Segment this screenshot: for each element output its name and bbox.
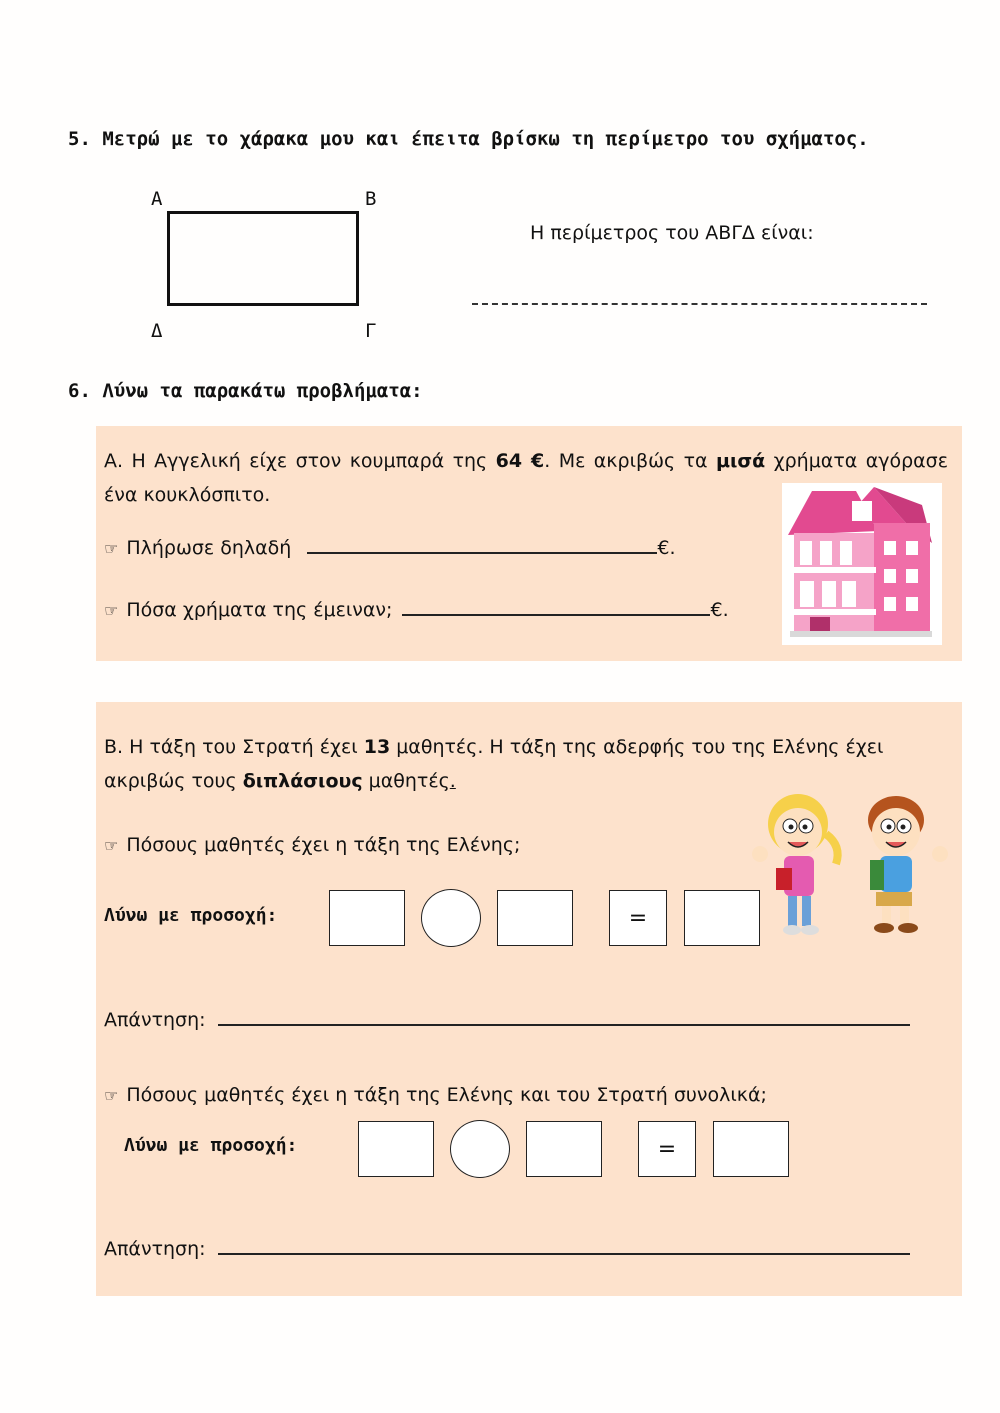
answer-line-2[interactable] <box>218 1235 910 1255</box>
operator-circle-2[interactable] <box>450 1120 510 1178</box>
problem-a-question-1 <box>104 534 676 559</box>
perimeter-answer-line[interactable] <box>472 303 927 305</box>
operand-box-2[interactable] <box>497 890 573 946</box>
problem-a-q1-answer-line[interactable] <box>307 534 657 554</box>
answer-line-1[interactable] <box>218 1006 910 1026</box>
problem-a-amount: 64 € <box>495 450 545 472</box>
problem-b-count: 13 <box>363 736 391 758</box>
vertex-a-label: Α <box>151 188 163 210</box>
problem-b-q2-text: Πόσους μαθητές έχει η τάξη της Ελένης και του Στρατή συνολικά; <box>126 1084 767 1106</box>
problem-a-panel <box>96 426 962 661</box>
problem-a-text-1: Α. Η Αγγελική είχε στον κουμπαρά της <box>104 450 496 472</box>
problem-b-question-2 <box>104 1084 767 1106</box>
solve-label-2: Λύνω με προσοχή: <box>124 1135 298 1156</box>
vertex-b-label: Β <box>365 188 377 210</box>
q5-heading: 5. Μετρώ με το χάρακα μου και έπειτα βρίσκω τη περίμετρο του σχήματος. <box>68 128 869 150</box>
pointing-hand-icon: ☞ <box>104 601 119 620</box>
result-box-2[interactable] <box>713 1121 789 1177</box>
result-box-1[interactable] <box>684 890 760 946</box>
equals-box-2: = <box>638 1121 696 1177</box>
solve-label-1: Λύνω με προσοχή: <box>104 905 278 926</box>
equals-box-1: = <box>609 890 667 946</box>
pointing-hand-icon: ☞ <box>104 1086 119 1105</box>
problem-b-question-1 <box>104 834 520 856</box>
pointing-hand-icon: ☞ <box>104 836 119 855</box>
problem-b-text-4: . <box>449 770 456 792</box>
vertex-g-label: Γ <box>365 320 377 342</box>
problem-a-text-2: . Με ακριβώς τα <box>544 450 716 472</box>
pointing-hand-icon: ☞ <box>104 539 119 558</box>
vertex-d-label: Δ <box>151 320 163 342</box>
rectangle-abgd <box>167 211 359 306</box>
answer-label-2: Απάντηση: <box>104 1238 206 1260</box>
problem-b-panel <box>96 702 962 1296</box>
operand-box-1[interactable] <box>329 890 405 946</box>
problem-a-q2-unit: €. <box>710 599 729 621</box>
dollhouse-image <box>782 483 942 645</box>
problem-b-text-3: μαθητές <box>362 770 450 792</box>
problem-b-text-1: Β. Η τάξη του Στρατή έχει <box>104 736 364 758</box>
problem-a-question-2 <box>104 596 729 621</box>
perimeter-text: Η περίμετρος του ΑΒΓΔ είναι: <box>530 222 814 244</box>
problem-b-double: διπλάσιους <box>242 770 363 792</box>
answer-label-1: Απάντηση: <box>104 1009 206 1031</box>
problem-a-q2-answer-line[interactable] <box>402 596 710 616</box>
operator-circle-1[interactable] <box>421 889 481 947</box>
problem-a-q1-label: Πλήρωσε δηλαδή <box>126 537 292 559</box>
operand-box-3[interactable] <box>358 1121 434 1177</box>
kids-image <box>750 784 954 944</box>
problem-a-q2-label: Πόσα χρήματα της έμειναν; <box>126 599 393 621</box>
q6-heading: 6. Λύνω τα παρακάτω προβλήματα: <box>68 380 423 402</box>
problem-a-half: μισά <box>715 450 766 472</box>
problem-a-text-3: χρήματα αγόρασε ένα κουκλόσπιτο. <box>104 450 948 506</box>
problem-b-text-2: μαθητές. Η τάξη της αδερφής του της Ελένης έχει ακριβώς τους <box>104 736 884 792</box>
problem-a-q1-unit: €. <box>657 537 676 559</box>
problem-b-q1-text: Πόσους μαθητές έχει η τάξη της Ελένης; <box>126 834 521 856</box>
answer-row-1 <box>104 1006 910 1031</box>
answer-row-2 <box>104 1235 910 1260</box>
operand-box-4[interactable] <box>526 1121 602 1177</box>
